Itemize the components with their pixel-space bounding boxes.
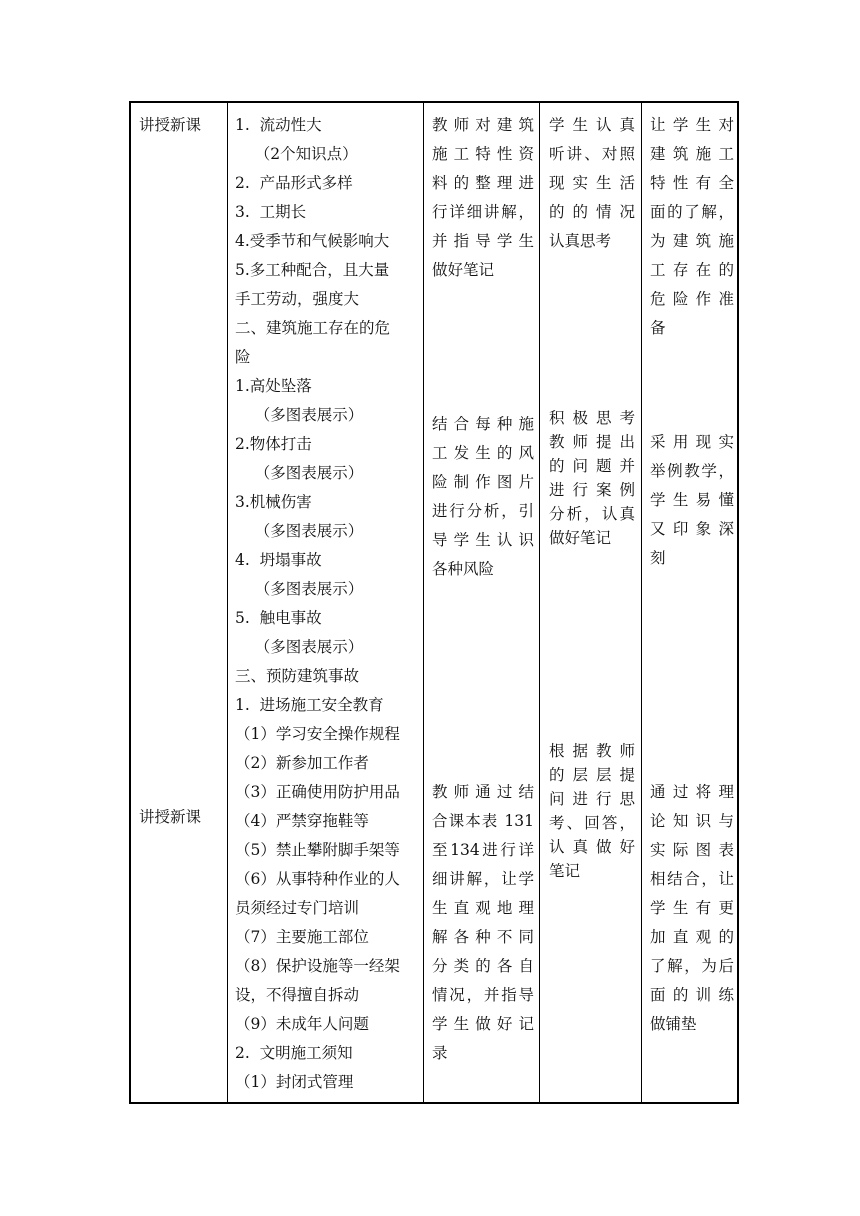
text-line: 学生有更	[650, 899, 734, 917]
text-line: 通过将理	[650, 783, 734, 801]
stage-label-top: 讲授新课	[139, 116, 202, 134]
text-line: 1. 流动性大	[235, 116, 322, 134]
text-line: （多图表展示）	[235, 522, 364, 540]
text-line: 采用现实	[650, 433, 734, 451]
text-line: 工发生的风	[432, 444, 534, 462]
text-line: 解各种不同	[432, 928, 534, 946]
text-line: （3）正确使用防护用品	[235, 783, 400, 801]
text-line: （7）主要施工部位	[235, 928, 369, 946]
text-line: 4. 坍塌事故	[235, 551, 322, 569]
column-divider	[539, 103, 540, 1102]
design-intent-block-2	[650, 428, 734, 573]
text-line: 设，不得擅自拆动	[235, 986, 360, 1004]
teacher-activity-block-2	[432, 410, 534, 584]
text-line: 并指导学生	[432, 232, 534, 250]
text-line: 导学生认识	[432, 531, 534, 549]
text-line: 险	[235, 348, 251, 366]
text-line: 分类的各自	[432, 957, 534, 975]
text-line: （多图表展示）	[235, 638, 364, 656]
text-line: （6）从事特种作业的人	[235, 870, 400, 888]
text-line: 行详细讲解，	[432, 203, 534, 221]
text-line: （1）学习安全操作规程	[235, 725, 400, 743]
text-line: 特性有全	[650, 174, 734, 192]
text-line: 各种风险	[432, 560, 495, 578]
text-line: 施工特性资	[432, 145, 534, 163]
student-activity-block-2	[549, 406, 635, 550]
text-line: 论知识与	[650, 812, 734, 830]
text-line: 教师通过结	[432, 783, 534, 801]
text-line: 认真做好	[549, 838, 635, 856]
text-line: 备	[650, 319, 666, 337]
text-line: 2. 文明施工须知	[235, 1044, 353, 1062]
text-line: 了解，为后	[650, 957, 734, 975]
text-line: 问进行思	[549, 790, 635, 808]
text-line: 手工劳动，强度大	[235, 290, 360, 308]
text-line: 细讲解，让学	[432, 870, 534, 888]
text-line: 的问题并	[549, 457, 635, 475]
column-divider	[641, 103, 642, 1102]
text-line: 料的整理进	[432, 174, 534, 192]
text-line: 为建筑施	[650, 232, 734, 250]
teacher-activity-block-3	[432, 778, 534, 1068]
text-line: 举例教学，	[650, 462, 734, 480]
text-line: （5）禁止攀附脚手架等	[235, 841, 400, 859]
text-line: 进行分析，引	[432, 502, 534, 520]
lesson-plan-table	[129, 101, 739, 1104]
text-line: 合课本表 131	[432, 812, 534, 830]
text-line: （8）保护设施等一经架	[235, 957, 400, 975]
text-line: 5. 触电事故	[235, 609, 322, 627]
text-line: （多图表展示）	[235, 580, 364, 598]
text-line: 录	[432, 1044, 448, 1062]
text-line: （1）封闭式管理	[235, 1073, 354, 1091]
text-line: 刻	[650, 549, 666, 567]
text-line: 让学生对	[650, 116, 734, 134]
text-line: 员须经过专门培训	[235, 899, 360, 917]
design-intent-block-1	[650, 111, 734, 343]
text-line: 至134进行详	[432, 841, 534, 859]
text-line: 加直观的	[650, 928, 734, 946]
text-line: 建筑施工	[650, 145, 734, 163]
column-divider	[227, 103, 228, 1102]
text-line: 现实生活	[549, 174, 635, 192]
teaching-content	[235, 111, 421, 1097]
text-line: 听讲、对照	[549, 145, 635, 163]
text-line: 分析，认真	[549, 505, 635, 523]
text-line: 教师提出	[549, 433, 635, 451]
text-line: 工存在的	[650, 261, 734, 279]
text-line: 情况，并指导	[432, 986, 534, 1004]
text-line: 考、回答，	[549, 814, 635, 832]
text-line: （2）新参加工作者	[235, 754, 369, 772]
text-line: 结合每种施	[432, 415, 534, 433]
text-line: 学生做好记	[432, 1015, 534, 1033]
text-line: 2. 产品形式多样	[235, 174, 353, 192]
text-line: （9）未成年人问题	[235, 1015, 369, 1033]
text-line: 学生认真	[549, 116, 635, 134]
text-line: 学生易懂	[650, 491, 734, 509]
design-intent-block-3	[650, 778, 734, 1039]
text-line: 2.物体打击	[235, 435, 312, 453]
text-line: 险制作图片	[432, 473, 534, 491]
text-line: 面的训练	[650, 986, 734, 1004]
text-line: 面的了解，	[650, 203, 734, 221]
text-line: 相结合，让	[650, 870, 734, 888]
text-line: 又印象深	[650, 520, 734, 538]
text-line: 教师对建筑	[432, 116, 534, 134]
text-line: 积极思考	[549, 409, 635, 427]
text-line: 3.机械伤害	[235, 493, 312, 511]
text-line: （2个知识点）	[235, 145, 358, 163]
text-line: 做铺垫	[650, 1015, 697, 1033]
text-line: 1. 进场施工安全教育	[235, 696, 384, 714]
text-line: 做好笔记	[549, 529, 612, 547]
text-line: 生直观地理	[432, 899, 534, 917]
column-divider	[423, 103, 424, 1102]
text-line: 的层层提	[549, 766, 635, 784]
student-activity-block-3	[549, 739, 635, 883]
text-line: （4）严禁穿拖鞋等	[235, 812, 369, 830]
text-line: （多图表展示）	[235, 406, 364, 424]
stage-label-middle: 讲授新课	[139, 808, 202, 826]
text-line: （多图表展示）	[235, 464, 364, 482]
teacher-activity-block-1	[432, 111, 534, 285]
text-line: 做好笔记	[432, 261, 495, 279]
text-line: 1.高处坠落	[235, 377, 312, 395]
text-line: 二、建筑施工存在的危	[235, 319, 391, 337]
text-line: 认真思考	[549, 232, 612, 250]
text-line: 危险作准	[650, 290, 734, 308]
text-line: 的的情况	[549, 203, 635, 221]
text-line: 4.受季节和气候影响大	[235, 232, 390, 250]
text-line: 根据教师	[549, 742, 635, 760]
text-line: 笔记	[549, 862, 581, 880]
text-line: 进行案例	[549, 481, 635, 499]
student-activity-block-1	[549, 111, 635, 256]
text-line: 5.多工种配合，且大量	[235, 261, 390, 279]
text-line: 三、预防建筑事故	[235, 667, 360, 685]
text-line: 实际图表	[650, 841, 734, 859]
text-line: 3. 工期长	[235, 203, 307, 221]
